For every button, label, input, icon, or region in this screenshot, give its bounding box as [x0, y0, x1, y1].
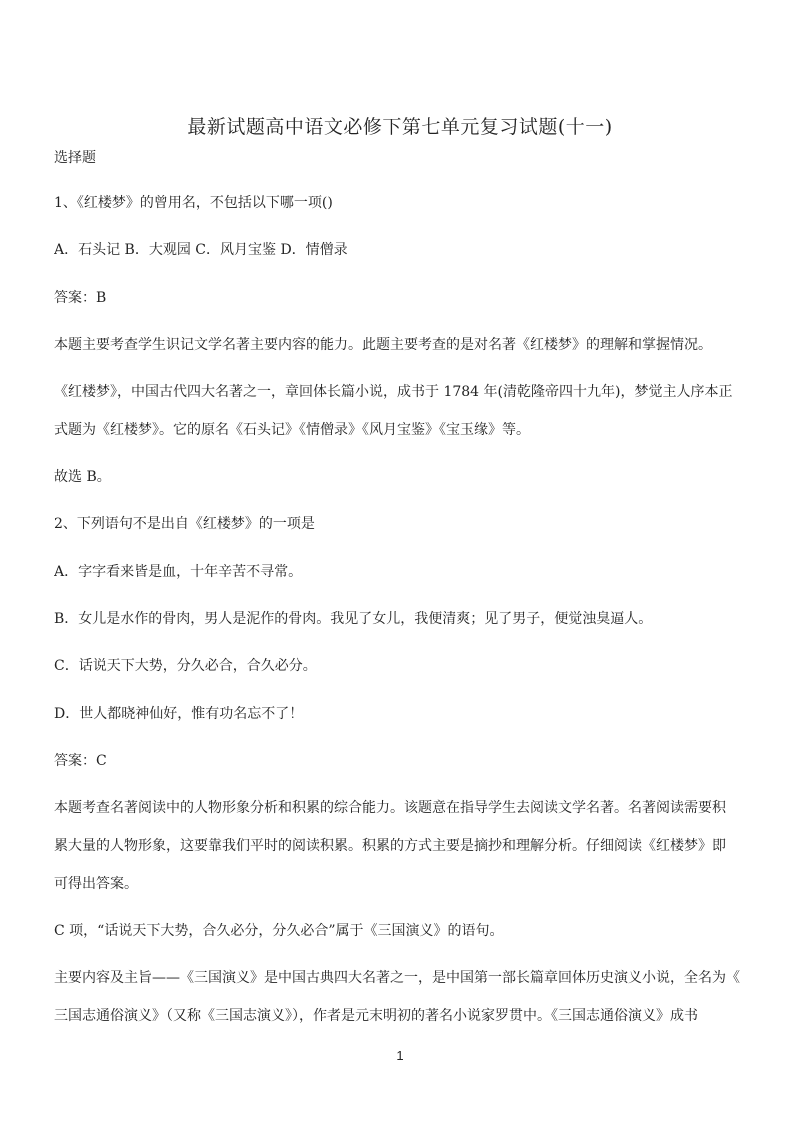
page-title: 最新试题高中语文必修下第七单元复习试题(十一) [187, 116, 613, 138]
question-1-analysis-paragraph: 《红楼梦》，中国古代四大名著之一，章回体长篇小说，成书于 1784 年(清乾隆帝四十九年)，梦觉主人序本正 [54, 384, 733, 400]
question-2-analysis-paragraph: 本题考查名著阅读中的人物形象分析和积累的综合能力。该题意在指导学生去阅读文学名著。名著阅读需要积 [54, 800, 726, 816]
question-2-option-d: D．世人都晓神仙好，惟有功名忘不了！ [54, 706, 304, 722]
question-2-analysis-paragraph: 三国志通俗演义》（又称《三国志演义》），作者是元末明初的著名小说家罗贯中。《三国志通俗演义》成书 [54, 1008, 698, 1024]
question-2-analysis-paragraph: C 项，“话说天下大势，合久必分，分久必合”属于《三国演义》的语句。 [54, 923, 504, 939]
question-1-analysis-paragraph: 式题为《红楼梦》。它的原名《石头记》《情僧录》《风月宝鉴》《宝玉缘》等。 [54, 422, 530, 438]
question-2-option-b: B．女儿是水作的骨肉，男人是泥作的骨肉。我见了女儿，我便清爽；见了男子，便觉浊臭逼人。 [54, 611, 653, 627]
page-number: 1 [396, 1048, 404, 1063]
question-1-options: A．石头记 B．大观园 C．风月宝鉴 D．情僧录 [54, 242, 348, 258]
section-label: 选择题 [54, 150, 96, 166]
question-1-answer: 答案：B [54, 290, 107, 306]
question-1-analysis-paragraph: 本题主要考查学生识记文学名著主要内容的能力。此题主要考查的是对名著《红楼梦》的理解和掌握情况。 [54, 337, 712, 353]
question-2-analysis-paragraph: 主要内容及主旨——《三国演义》是中国古典四大名著之一，是中国第一部长篇章回体历史演义小说，全名为《 [54, 970, 740, 986]
question-1-stem: 1、《红楼梦》的曾用名，不包括以下哪一项() [54, 195, 333, 211]
question-2-analysis-paragraph: 可得出答案。 [54, 876, 138, 892]
question-2-option-a: A．字字看来皆是血，十年辛苦不寻常。 [54, 564, 303, 580]
question-2-option-c: C．话说天下大势，分久必合，合久必分。 [54, 658, 317, 674]
question-2-analysis-paragraph: 累大量的人物形象，这要靠我们平时的阅读积累。积累的方式主要是摘抄和理解分析。仔细阅读《红楼梦》即 [54, 838, 726, 854]
question-2-answer: 答案：C [54, 753, 107, 769]
question-2-stem: 2、下列语句不是出自《红楼梦》的一项是 [54, 516, 315, 532]
question-1-conclusion: 故选 B。 [54, 469, 111, 485]
